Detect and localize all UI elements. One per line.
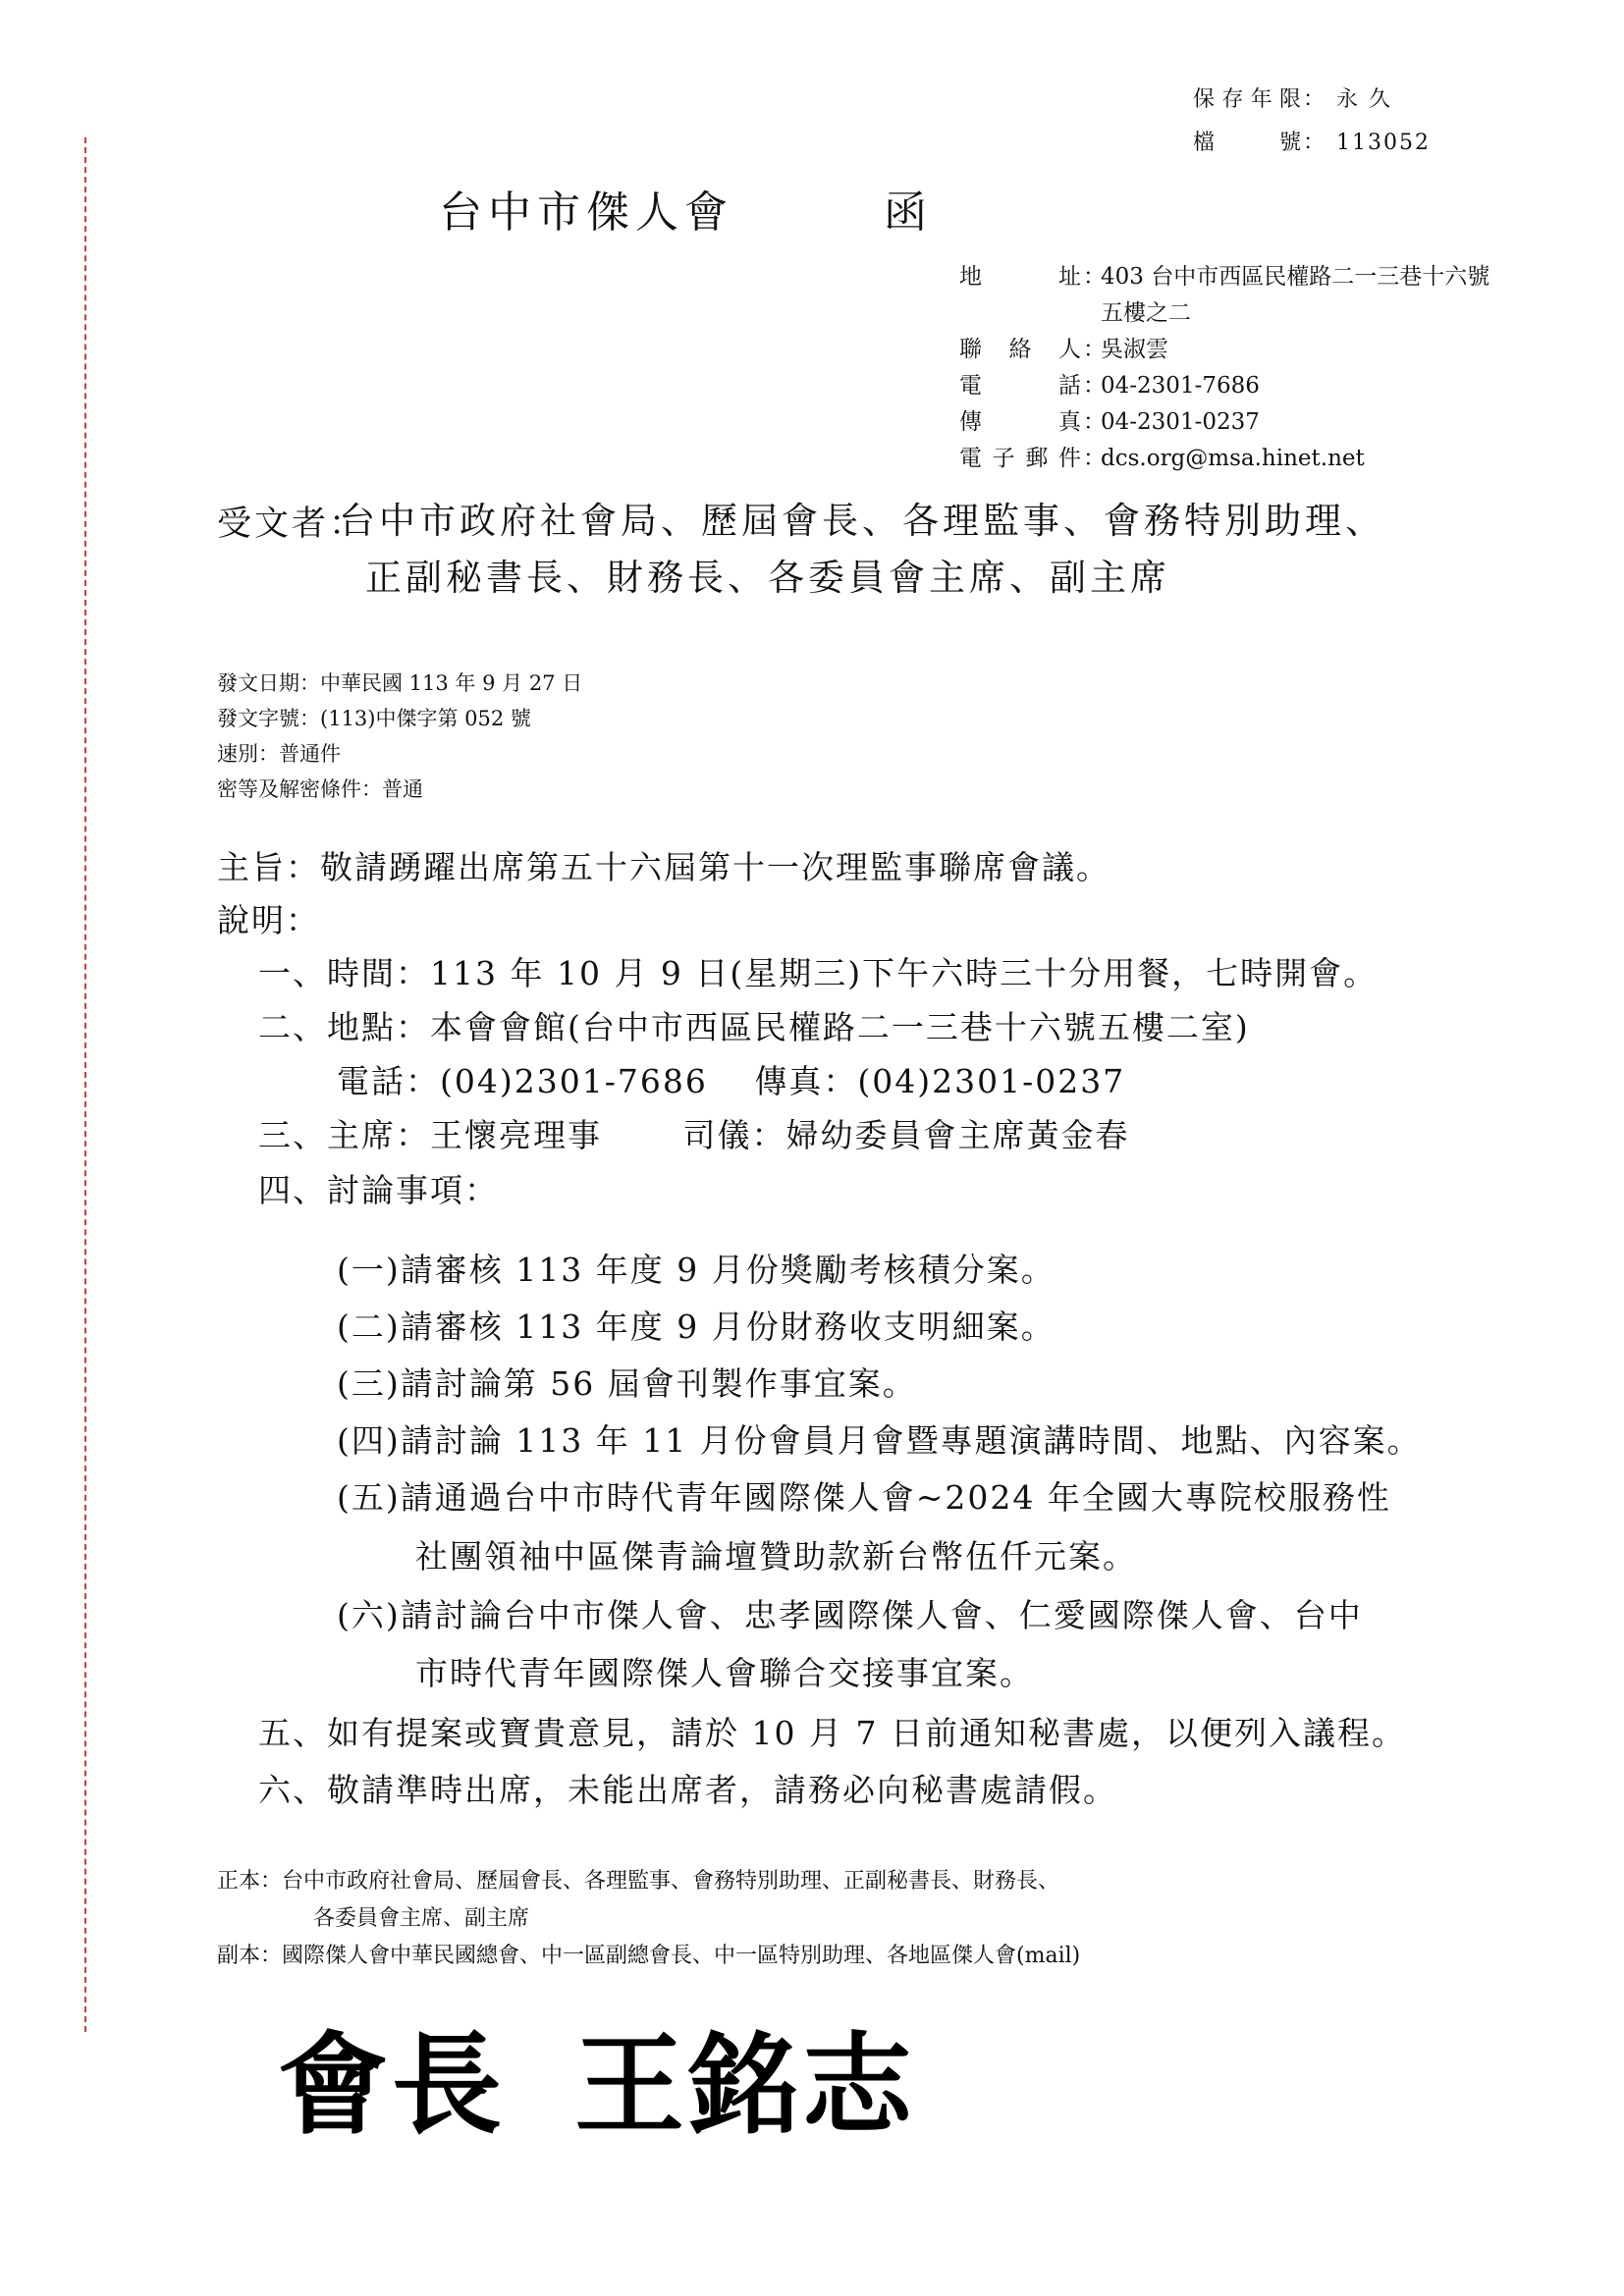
discussion-sub-item-3: (三)請討論第 56 屆會刊製作事宜案。 — [337, 1364, 917, 1403]
item-place-contact: 電話：(04)2301-7686 傳真：(04)2301-0237 — [337, 1062, 1126, 1100]
original-recipients-continued: 各委員會主席、副主席 — [313, 1906, 530, 1931]
email-value[interactable]: dcs.org@msa.hinet.net — [1101, 446, 1365, 471]
phone-label: 電 話 — [959, 373, 1083, 399]
address-value: 403 台中市西區民權路二一三巷十六號 — [1101, 264, 1490, 290]
discussion-sub-item-5: (五)請通過台中市時代青年國際傑人會~2024 年全國大專院校服務性 — [337, 1478, 1391, 1517]
explanation-label: 說明： — [217, 901, 320, 939]
email-row — [959, 441, 1489, 477]
colon: ： — [1083, 264, 1106, 290]
subject-line: 主旨：敬請踴躍出席第五十六屆第十一次理監事聯席會議。 — [217, 848, 1110, 886]
discussion-sub-item-2: (二)請審核 113 年度 9 月份財務收支明細案。 — [337, 1308, 1056, 1346]
president-signature — [278, 1998, 916, 2156]
address-continuation: 五樓之二 — [1101, 300, 1191, 326]
address-label: 地 址 — [959, 264, 1083, 290]
contact-person-row — [959, 332, 1489, 368]
colon: ： — [1083, 409, 1106, 435]
retention-block — [1193, 79, 1431, 165]
colon: ： — [1303, 87, 1327, 112]
issue-number: 發文字號：(113)中傑字第 052 號 — [217, 707, 531, 730]
file-number-row — [1193, 122, 1431, 165]
recipients-line-1: 台中市政府社會局、歷屆會長、各理監事、會務特別助理、 — [339, 500, 1385, 542]
discussion-sub-item-6-continued: 市時代青年國際傑人會聯合交接事宜案。 — [415, 1654, 1034, 1692]
security-level: 密等及解密條件：普通 — [217, 777, 423, 801]
signature-title: 會長 — [278, 2022, 506, 2150]
contact-block — [959, 259, 1489, 477]
item-time: 一、時間：113 年 10 月 9 日(星期三)下午六時三十分用餐，七時開會。 — [258, 954, 1379, 992]
discussion-sub-item-4: (四)請討論 113 年 11 月份會員月會暨專題演講時間、地點、內容案。 — [337, 1421, 1422, 1460]
fax-row — [959, 404, 1489, 441]
email-label: 電子郵件 — [959, 446, 1083, 471]
item-discussion: 四、討論事項： — [258, 1171, 499, 1209]
colon: ： — [1083, 373, 1106, 399]
document-meta — [217, 666, 582, 807]
file-number-value: 113052 — [1336, 131, 1431, 155]
retention-period-row — [1193, 79, 1431, 122]
address-row — [959, 259, 1489, 295]
binding-line — [84, 137, 86, 2032]
discussion-sub-item-6: (六)請討論台中市傑人會、忠孝國際傑人會、仁愛國際傑人會、台中 — [337, 1596, 1363, 1634]
item-chair: 三、主席：王懷亮理事 司儀：婦幼委員會主席黃金春 — [258, 1116, 1130, 1154]
retention-period-label: 保存年限 — [1193, 87, 1303, 112]
contact-person-value: 吳淑雲 — [1101, 337, 1168, 362]
retention-period-value: 永 久 — [1336, 87, 1392, 112]
phone-value: 04-2301-7686 — [1101, 373, 1260, 399]
discussion-sub-item-5-continued: 社團領袖中區傑青論壇贊助款新台幣伍仟元案。 — [415, 1537, 1137, 1575]
recipients-label: 受文者： — [217, 505, 367, 544]
delivery-speed: 速別：普通件 — [217, 742, 341, 766]
file-number-label: 檔 號 — [1193, 131, 1303, 155]
fax-value: 04-2301-0237 — [1101, 409, 1260, 435]
item-proposals: 五、如有提案或寶貴意見，請於 10 月 7 日前通知秘書處，以便列入議程。 — [258, 1714, 1406, 1752]
issue-date: 發文日期：中華民國 113 年 9 月 27 日 — [217, 671, 583, 695]
colon: ： — [1083, 337, 1106, 362]
phone-row — [959, 368, 1489, 404]
fax-label: 傳 真 — [959, 409, 1083, 435]
copy-recipients: 副本：國際傑人會中華民國總會、中一區副總會長、中一區特別助理、各地區傑人會(mail) — [217, 1944, 1081, 1968]
recipients-line-2: 正副秘書長、財務長、各委員會主席、副主席 — [365, 557, 1170, 599]
signature-name: 王銘志 — [574, 2022, 916, 2150]
original-recipients: 正本：台中市政府社會局、歷屆會長、各理監事、會務特別助理、正副秘書長、財務長、 — [217, 1869, 1060, 1894]
item-place: 二、地點：本會會館(台中市西區民權路二一三巷十六號五樓二室) — [258, 1008, 1250, 1046]
distribution-block — [217, 1863, 1080, 1975]
discussion-sub-item-1: (一)請審核 113 年度 9 月份獎勵考核積分案。 — [337, 1251, 1056, 1289]
organization-title: 台中市傑人會 — [439, 187, 733, 238]
colon: ： — [1303, 131, 1327, 155]
item-attendance: 六、敬請準時出席，未能出席者，請務必向秘書處請假。 — [258, 1771, 1117, 1809]
colon: ： — [1083, 446, 1106, 471]
contact-person-label: 聯 絡 人 — [959, 337, 1083, 362]
document-type: 函 — [884, 187, 927, 238]
